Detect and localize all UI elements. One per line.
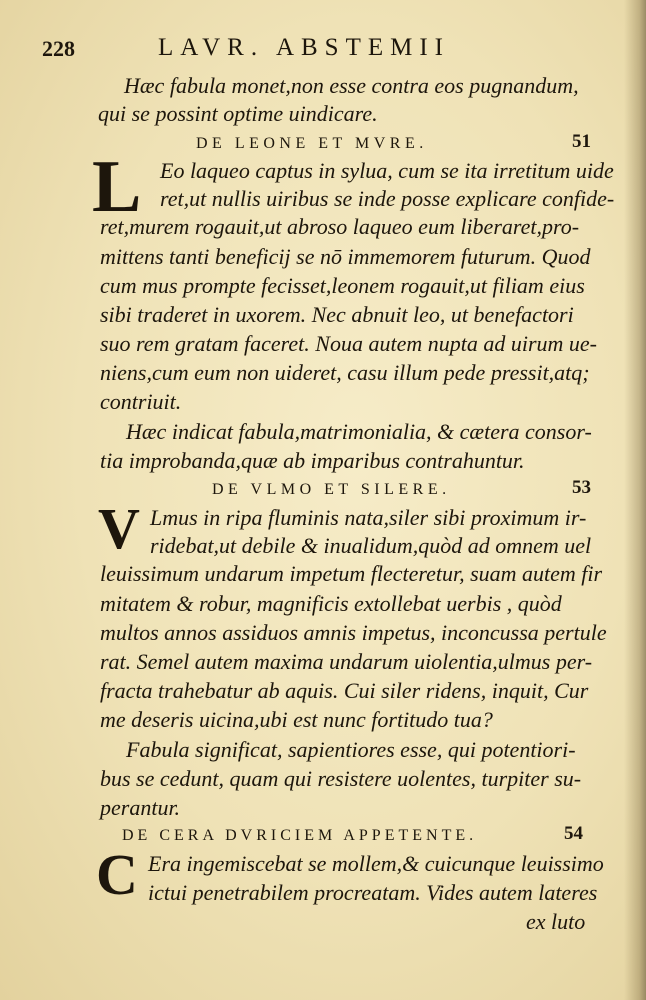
fable-text-line: me deseris uicina,ubi est nunc fortitudo tua? [100, 707, 493, 732]
prev-moral-line: Hæc fabula monet,non esse contra eos pugnandum, [124, 73, 579, 98]
drop-cap-initial: L [92, 146, 142, 228]
fable-title: DE VLMO ET SILERE. [212, 481, 451, 498]
fable-text-line: Era ingemiscebat se mollem,& cuicunque leuissimo [148, 851, 604, 876]
fable-text-line: contriuit. [100, 389, 182, 414]
drop-cap-initial: C [96, 842, 138, 907]
fable-number: 53 [572, 477, 591, 498]
catchword: ex luto [526, 909, 586, 934]
page-number: 228 [42, 36, 75, 61]
fable-text-line: suo rem gratam faceret. Noua autem nupta ad uirum ue- [100, 331, 597, 356]
fable-text-line: sibi traderet in uxorem. Nec abnuit leo, ut benefactori [100, 302, 574, 327]
fable-text-line: ret,murem rogauit,ut abroso laqueo eum liberaret,pro- [100, 214, 580, 239]
fable-text-line: niens,cum eum non uideret, casu illum pede pressit,atq; [100, 360, 590, 385]
fable-text-line: ictui penetrabilem procreatam. Vides autem lateres [148, 880, 598, 905]
fable-moral-line: perantur. [100, 795, 181, 820]
drop-cap-initial: V [98, 496, 140, 561]
fable-text-line: mitatem & robur, magnificis extollebat uerbis , quòd [100, 591, 562, 616]
fable-text-line: fracta trahebatur ab aquis. Cui siler ridens, inquit, Cur [100, 678, 589, 703]
fable-moral-line: Hæc indicat fabula,matrimonialia, & cætera consor- [126, 419, 592, 444]
fable-number: 51 [572, 131, 591, 152]
running-title: LAVR. ABSTEMII [158, 34, 451, 61]
fable-title: DE LEONE ET MVRE. [196, 135, 428, 152]
fable-moral-line: bus se cedunt, quam qui resistere uolentes, turpiter su- [100, 766, 582, 791]
fable-text-line: Lmus in ripa fluminis nata,siler sibi proximum ir- [150, 505, 587, 530]
fable-moral-line: Fabula significat, sapientiores esse, qui potentiori- [126, 737, 576, 762]
fable-text-line: ridebat,ut debile & inualidum,quòd ad omnem uel [150, 533, 592, 558]
fable-text-line: ret,ut nullis uiribus se inde posse explicare confide- [160, 186, 615, 211]
fable-text-line: mittens tanti beneficij se nō immemorem futurum. Quod [100, 244, 591, 269]
fable-text-line: leuissimum undarum impetum flecteretur, suam autem fir [100, 561, 603, 586]
fable-moral-line: tia improbanda,quæ ab imparibus contrahuntur. [100, 448, 525, 473]
fable-text-line: cum mus prompte fecisset,leonem rogauit,ut filiam eius [100, 273, 585, 298]
fable-title: DE CERA DVRICIEM APPETENTE. [122, 827, 478, 844]
page-gutter-shadow [624, 0, 646, 1000]
prev-moral-line: qui se possint optime uindicare. [98, 101, 378, 126]
fable-number: 54 [564, 823, 583, 844]
fable-text-line: multos annos assiduos amnis impetus, inconcussa pertule [100, 620, 607, 645]
fable-text-line: Eo laqueo captus in sylua, cum se ita irretitum uide [160, 158, 614, 183]
fable-text-line: rat. Semel autem maxima undarum uiolentia,ulmus per- [100, 649, 593, 674]
